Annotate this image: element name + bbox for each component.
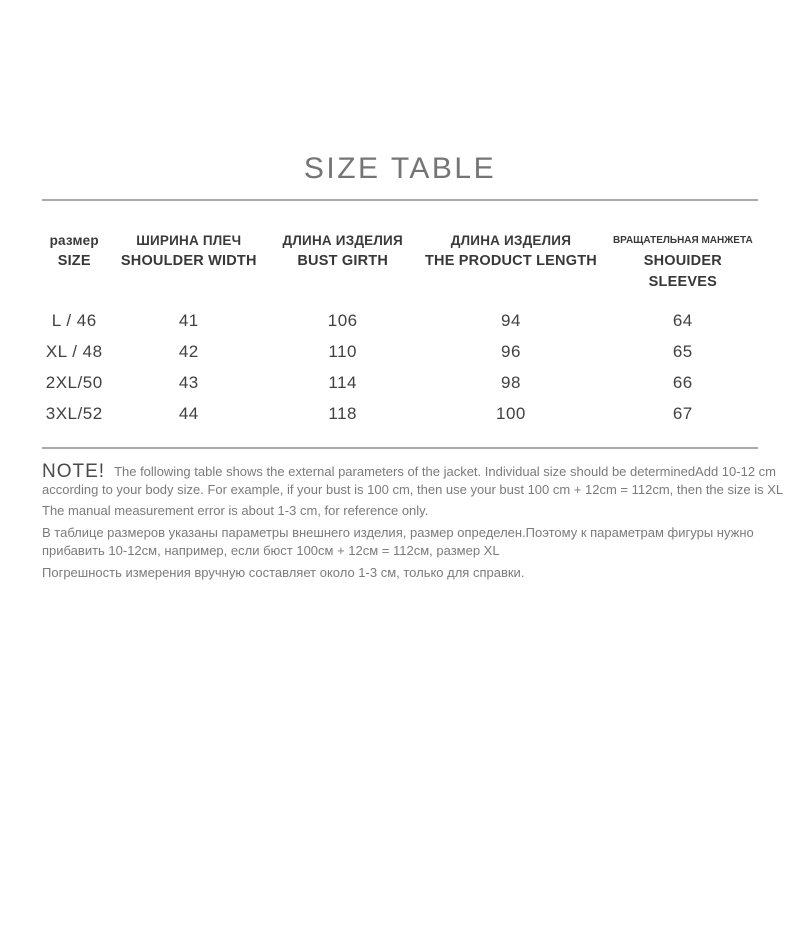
size-table	[42, 231, 758, 429]
divider-bottom	[42, 447, 758, 449]
size-table-body	[42, 305, 758, 429]
note-line: прибавить 10-12см, например, если бюст 100см + 12см = 112см, размер XL	[42, 543, 500, 558]
cell-bust-girth: 118	[328, 403, 357, 423]
note-paragraph-en	[42, 461, 784, 499]
note-line: according to your body size. For example, if your bust is 100 cm, then use your bust 100 cm + 12cm = 112cm, then the size is XL	[42, 482, 784, 497]
cell-product-length: 98	[500, 372, 521, 392]
column-header-shoulder-sleeves-en: SHOUIDER SLEEVES	[643, 253, 722, 290]
note-line: В таблице размеров указаны параметры внешнего изделия, размер определен.Поэтому к параметрам фигуры нужно	[42, 525, 754, 540]
column-header-shoulder-sleeves	[608, 231, 758, 305]
note-label: NOTE!	[42, 461, 106, 482]
column-header-bust-girth	[271, 231, 414, 305]
column-header-product-length-en: THE PRODUCT LENGTH	[424, 253, 597, 269]
column-header-shoulder-width	[106, 231, 271, 305]
note-text: The following table shows the external parameters of the jacket. Individual size should be determinedAdd 10-12 cm	[114, 464, 776, 479]
header-row	[42, 231, 758, 305]
cell-size: 3XL/52	[45, 403, 103, 423]
cell-product-length: 94	[500, 310, 521, 330]
column-header-product-length	[414, 231, 607, 305]
cell-product-length: 96	[500, 341, 521, 361]
column-header-shoulder-sleeves-ru: ВРАЩАТЕЛЬНАЯ МАНЖЕТА	[612, 235, 753, 246]
table-row-2xl-50	[42, 367, 758, 398]
cell-bust-girth: 106	[327, 310, 358, 330]
cell-size: L / 46	[51, 310, 97, 330]
table-row-l-46	[42, 305, 758, 336]
notes-block	[42, 461, 784, 582]
note-line	[42, 461, 776, 482]
table-row-xl-48	[42, 336, 758, 367]
column-header-shoulder-width-ru: ШИРИНА ПЛЕЧ	[136, 233, 242, 248]
note-line-measurement-error-ru: Погрешность измерения вручную составляет около 1-3 см, только для справки.	[42, 565, 525, 580]
cell-shoulder-sleeves: 65	[672, 341, 693, 361]
column-header-size-ru: размер	[49, 233, 99, 248]
cell-shoulder-sleeves: 67	[672, 403, 693, 423]
column-header-shoulder-width-en: SHOULDER WIDTH	[120, 253, 257, 269]
divider-top	[42, 199, 758, 201]
cell-bust-girth: 114	[328, 372, 357, 392]
cell-product-length: 100	[496, 403, 526, 423]
column-header-product-length-ru: ДЛИНА ИЗДЕЛИЯ	[450, 233, 572, 248]
cell-size: XL / 48	[45, 341, 103, 361]
cell-shoulder-width: 41	[178, 310, 199, 330]
size-table-header	[42, 231, 758, 305]
cell-bust-girth: 110	[328, 341, 357, 361]
note-paragraph-ru	[42, 524, 758, 560]
note-line-measurement-error-en: The manual measurement error is about 1-3 cm, for reference only.	[42, 503, 429, 518]
column-header-size-en: SIZE	[57, 253, 91, 269]
column-header-bust-girth-ru: ДЛИНА ИЗДЕЛИЯ	[282, 233, 403, 248]
page-title: SIZE TABLE	[303, 152, 497, 185]
column-header-size	[42, 231, 106, 305]
cell-shoulder-width: 43	[178, 372, 199, 392]
column-header-bust-girth-en: BUST GIRTH	[297, 253, 388, 269]
cell-shoulder-sleeves: 66	[672, 372, 693, 392]
cell-shoulder-width: 44	[178, 403, 199, 423]
size-table-page	[0, 152, 800, 952]
table-row-3xl-52	[42, 398, 758, 429]
cell-shoulder-sleeves: 64	[672, 310, 693, 330]
cell-shoulder-width: 42	[178, 341, 199, 361]
cell-size: 2XL/50	[45, 372, 103, 392]
